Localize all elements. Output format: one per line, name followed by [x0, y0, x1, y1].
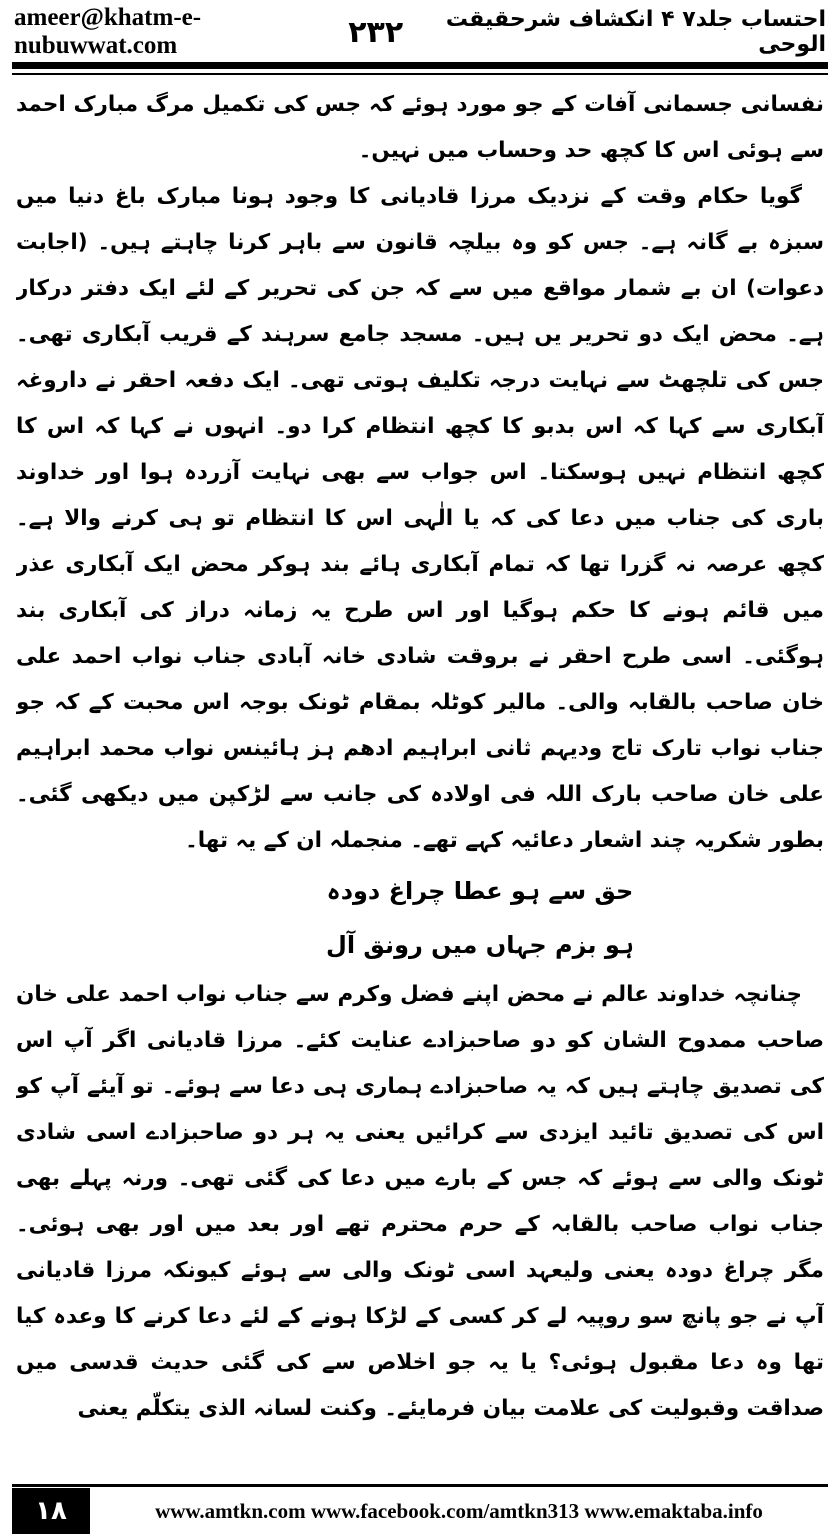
header-page-number: ۲۳۲	[348, 14, 404, 50]
header-rule-thin	[12, 73, 828, 75]
header-left	[14, 4, 403, 60]
book-title: احتساب جلد۷ ۴ انکشاف شرحقیقت الوحی	[445, 7, 826, 57]
page-body	[16, 82, 824, 1468]
verse-line-1: حق سے ہو عطا چراغ دودہ	[326, 877, 634, 905]
paragraph-1: نفسانی جسمانی آفات کے جو مورد ہوئے کہ جس کی تکمیل مرگ مبارک احمد سے ہوئی اس کا کچھ حد وحساب میں نہیں۔	[16, 92, 824, 163]
header-rule-thick	[12, 62, 828, 69]
footer-page-number: ۱۸	[12, 1488, 90, 1534]
page-footer	[12, 1484, 828, 1535]
email-address: ameer@khatm-e-nubuwwat.com	[14, 4, 202, 59]
page-header	[14, 6, 826, 58]
paragraph-3: چنانچہ خداوند عالم نے محض اپنے فضل وکرم سے جناب نواب احمد علی خان صاحب ممدوح الشان کو دو صاحبزادے عنایت کئے۔ مرزا قادیانی اگر آپ اس کی تصدیق چاہتے ہیں کہ یہ صاحبزادے ہماری ہی دعا سے ہوئے۔ تو آیئے آپ کو اس کی تصدیق تائید ایزدی سے کرائیں یعنی یہ ہر دو صاحبزادے اسی شادی ٹونک والی سے ہوئے کہ جس کے بارے میں دعا کی گئی تھی۔ ورنہ پہلے بھی جناب نواب صاحب بالقابہ کے حرم محترم تھے اور بعد میں اور بھی ہوئی۔ مگر چراغ دودہ یعنی ولیعہد اسی ٹونک والی سے ہوئے کیونکہ مرزا قادیانی آپ نے جو پانچ سو روپیہ لے کر کسی کے لڑکا ہونے کے لئے دعا کرنے کا وعدہ کیا تھا وہ دعا مقبول ہوئی؟ یا یہ جو اخلاص سے کی گئی حدیث قدسی میں صداقت وقبولیت کی علامت بیان فرمایئے۔ وکنت لسانہ الذی یتکلّم یعنی	[16, 982, 824, 1421]
verse-line-2: ہو بزم جہاں میں رونق آل	[326, 931, 634, 959]
footer-links[interactable]: www.amtkn.com www.facebook.com/amtkn313 www.emaktaba.info	[155, 1498, 763, 1523]
paragraph-2: گویا حکام وقت کے نزدیک مرزا قادیانی کا وجود ہونا مبارک باغ دنیا میں سبزہ بے گانہ ہے۔ جس کو وہ بیلچہ قانون سے باہر کرنا چاہتے ہیں۔ (اجابت دعوات) ان بے شمار مواقع میں سے کہ جن کی تحریر کے لئے ایک دفتر درکار ہے۔ محض ایک دو تحریر یں ہیں۔ مسجد جامع سرہند کے قریب آبکاری تھی۔ جس کی تلچھٹ سے نہایت درجہ تکلیف ہوتی تھی۔ ایک دفعہ احقر نے داروغہ آبکاری سے کہا کہ اس بدبو کا کچھ انتظام کرا دو۔ انہوں نے کہا کہ اس کا کچھ انتظام نہیں ہوسکتا۔ اس جواب سے بھی نہایت آزردہ ہوا اور خداوند باری کی جناب میں دعا کی کہ یا الٰہی اس کا انتظام تو ہی کرنے والا ہے۔ کچھ عرصہ نہ گزرا تھا کہ تمام آبکاری ہائے بند ہوکر محض ایک آبکاری عذر میں قائم ہونے کا حکم ہوگیا اور اس طرح یہ زمانہ دراز کی آبکاری بند ہوگئی۔ اسی طرح احقر نے بروقت شادی خانہ آبادی جناب نواب احمد علی خان صاحب بالقابہ والی۔ مالیر کوٹلہ بمقام ٹونک بوجہ اس محبت کے کہ جو جناب نواب تارک تاج ودیہم ثانی ابراہیم ادھم ہز ہائینس نواب محمد ابراہیم علی خان صاحب بارک اللہ فی اولادہ کی جانب سے لڑکپن میں دیکھی گئی۔ بطور شکریہ چند اشعار دعائیہ کہے تھے۔ منجملہ ان کے یہ تھا۔	[16, 184, 824, 853]
